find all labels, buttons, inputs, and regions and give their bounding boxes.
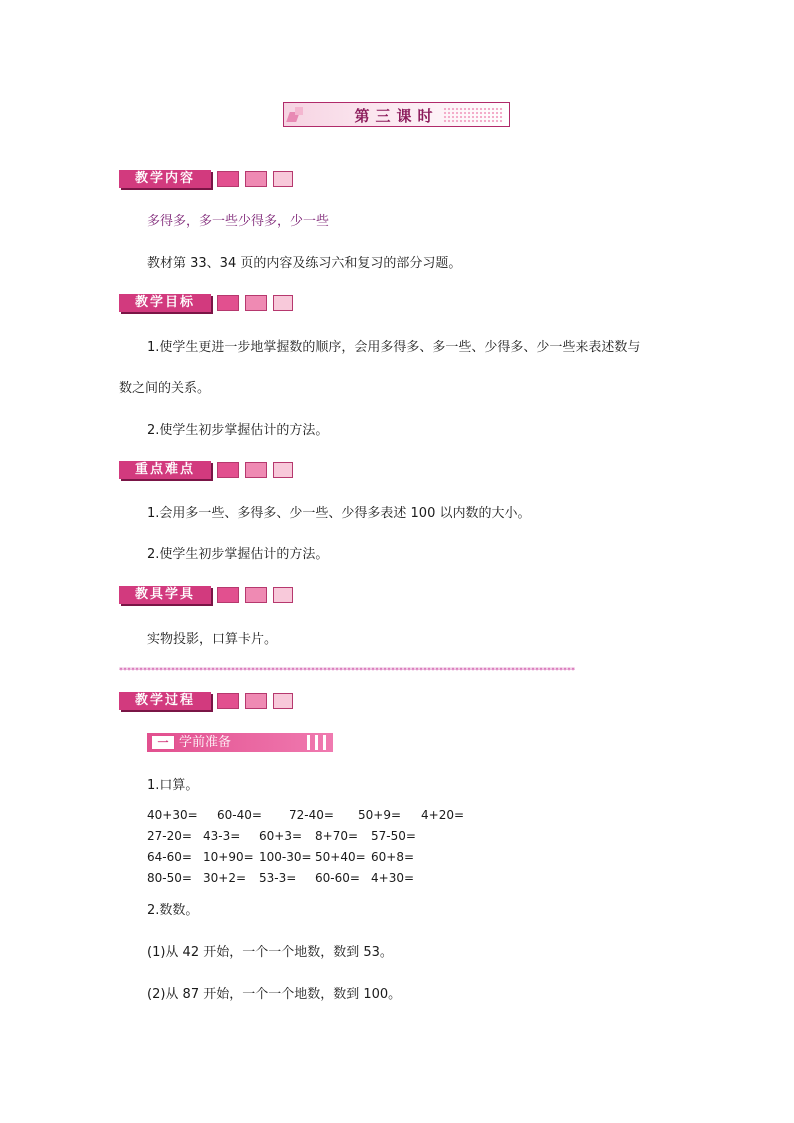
count-task-2: (2)从 87 开始，一个一个地数，数到 100。 bbox=[147, 987, 402, 1002]
decor-square bbox=[245, 693, 267, 709]
decor-square bbox=[273, 587, 293, 603]
decor-square bbox=[217, 587, 239, 603]
count-task-1: (1)从 42 开始，一个一个地数，数到 53。 bbox=[147, 945, 393, 960]
decor-bar bbox=[315, 735, 318, 750]
goal-line-1: 1.使学生更进一步地掌握数的顺序，会用多得多、多一些、少得多、少一些来表述数与 bbox=[147, 340, 641, 355]
decor-square bbox=[273, 295, 293, 311]
section-label: 教学过程 bbox=[119, 692, 211, 710]
calc-cell: 57-50= bbox=[371, 829, 416, 843]
tools-text: 实物投影，口算卡片。 bbox=[147, 632, 278, 647]
content-topic: 多得多，多一些少得多，少一些 bbox=[147, 214, 330, 229]
decor-square bbox=[217, 295, 239, 311]
calc-cell: 10+90= bbox=[203, 850, 254, 864]
decor-bar bbox=[307, 735, 310, 750]
calc-cell: 43-3= bbox=[203, 829, 241, 843]
process-item-1: 1.口算。 bbox=[147, 778, 199, 793]
decor-square bbox=[245, 587, 267, 603]
calc-cell: 30+2= bbox=[203, 871, 247, 885]
decor-square bbox=[273, 693, 293, 709]
section-label: 教学内容 bbox=[119, 170, 211, 188]
calc-cell: 4+20= bbox=[421, 808, 465, 822]
calc-cell: 50+40= bbox=[315, 850, 366, 864]
decor-square bbox=[217, 462, 239, 478]
calc-cell: 60+8= bbox=[371, 850, 415, 864]
step-badge bbox=[147, 733, 333, 752]
decor-bar bbox=[323, 735, 326, 750]
section-label: 教学目标 bbox=[119, 294, 211, 312]
lesson-title: 第三课时 bbox=[354, 107, 439, 125]
content-text: 教材第 33、34 页的内容及练习六和复习的部分习题。 bbox=[147, 256, 462, 271]
calc-cell: 60+3= bbox=[259, 829, 303, 843]
step-number: 一 bbox=[151, 735, 175, 750]
calc-cell: 100-30= bbox=[259, 850, 312, 864]
calc-cell: 64-60= bbox=[147, 850, 192, 864]
decor-square bbox=[217, 693, 239, 709]
process-item-2: 2.数数。 bbox=[147, 903, 199, 918]
lesson-title-banner bbox=[283, 102, 510, 127]
star-separator: ****************************************************************************************************************** bbox=[119, 666, 575, 675]
calc-cell: 60-40= bbox=[217, 808, 262, 822]
key-point-1: 1.会用多一些、多得多、少一些、少得多表述 100 以内数的大小。 bbox=[147, 506, 531, 521]
calc-cell: 8+70= bbox=[315, 829, 359, 843]
calc-cell: 72-40= bbox=[289, 808, 334, 822]
decor-square bbox=[245, 295, 267, 311]
calc-cell: 53-3= bbox=[259, 871, 297, 885]
calc-cell: 40+30= bbox=[147, 808, 198, 822]
calc-cell: 50+9= bbox=[358, 808, 402, 822]
decor-square bbox=[245, 462, 267, 478]
section-label: 教具学具 bbox=[119, 586, 211, 604]
calc-cell: 27-20= bbox=[147, 829, 192, 843]
calc-cell: 60-60= bbox=[315, 871, 360, 885]
calc-cell: 4+30= bbox=[371, 871, 415, 885]
calc-cell: 80-50= bbox=[147, 871, 192, 885]
goal-line-2: 2.使学生初步掌握估计的方法。 bbox=[147, 423, 329, 438]
goal-line-1-cont: 数之间的关系。 bbox=[119, 381, 211, 396]
step-title: 学前准备 bbox=[179, 735, 232, 750]
decor-square bbox=[273, 462, 293, 478]
decor-square bbox=[273, 171, 293, 187]
key-point-2: 2.使学生初步掌握估计的方法。 bbox=[147, 547, 329, 562]
section-label: 重点难点 bbox=[119, 461, 211, 479]
decor-square bbox=[245, 171, 267, 187]
decor-square bbox=[217, 171, 239, 187]
